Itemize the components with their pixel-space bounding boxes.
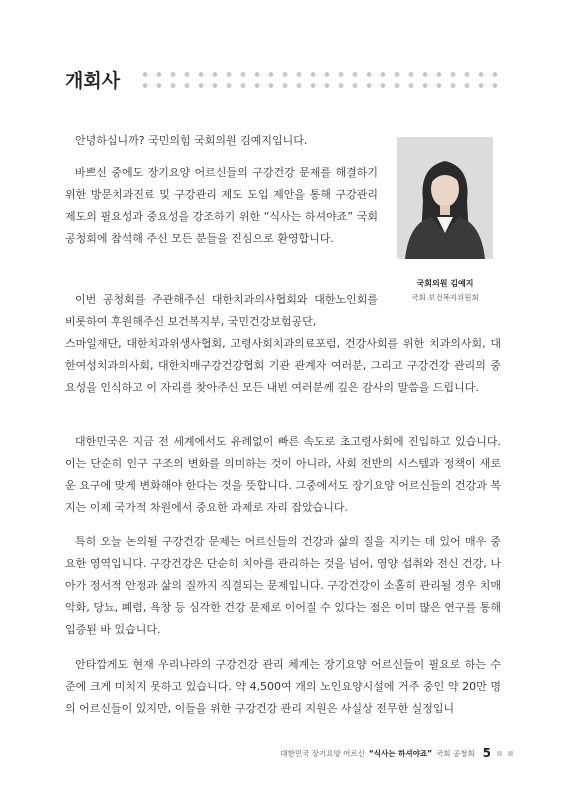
paragraph: 스마일재단, 대한치과위생사협회, 고령사회치과의료포럼, 건강사회를 위한 치과의사회, 대한여성치과의사회, 대한치매구강건강협회 기관 관계자 여러분, 그리고 구강건강 관리의 중요성을 인식하고 이 자리를 찾아주신 모든 내빈 여러분께 깊은 감사의 말씀을 드립니다. xyxy=(65,337,501,394)
footer-highlight: “식사는 하셔야죠” xyxy=(368,748,433,758)
paragraph: 특히 오늘 논의될 구강건강 문제는 어르신들의 건강과 삶의 질을 지키는 데 있어 매우 중요한 영역입니다. 구강건강은 단순히 치아를 관리하는 것을 넘어, 영양 섭취와 전신 건강, 나아가 정서적 안정과 삶의 질까지 직결되는 문제입니다. 구강건강이 소홀히 관리될 경우 치매 악화, 당뇨, 폐렴, 욕창 등 심각한 건강 문제로 이어질 수 있다는 점은 이미 많은 연구를 통해 입증된 바 있습니다. xyxy=(65,535,501,636)
footer-prefix: 대한민국 장기요양 어르신 xyxy=(280,748,365,758)
paragraph: 바쁘신 중에도 장기요양 어르신들의 구강건강 문제를 해결하기 위한 방문치과진료 및 구강관리 제도 도입 제안을 통해 구강관리 제도의 필요성과 중요성을 강조하기 위한 “식사는 하셔야죠” 국회 공청회에 참석해 주신 모든 분들을 진심으로 환영합니다. xyxy=(65,166,378,245)
portrait-photo xyxy=(397,137,493,259)
footer-suffix: 국회 공청회 xyxy=(436,748,475,758)
dot-pattern-decoration xyxy=(138,69,500,91)
paragraph: 안타깝게도 현재 우리나라의 구강건강 관리 체계는 장기요양 어르신들이 필요로 하는 수준에 크게 미치지 못하고 있습니다. 약 4,500여 개의 노인요양시설에 거주 중인 약 20만 명의 어르신들이 있지만, 이들을 위한 구강건강 관리 지원은 사실상 전무한 실정입니 xyxy=(65,658,501,715)
footer-square-decoration xyxy=(508,751,513,756)
page-title: 개회사 xyxy=(65,70,121,92)
page-footer xyxy=(280,746,513,760)
footer-square-decoration xyxy=(497,751,502,756)
photo-caption-role: 국회 보건복지위원회 xyxy=(411,293,479,302)
paragraph: 대한민국은 지금 전 세계에서도 유례없이 빠른 속도로 초고령사회에 진입하고 있습니다. 이는 단순히 인구 구조의 변화를 의미하는 것이 아니라, 사회 전반의 시스템과 정책이 새로운 요구에 맞게 변화해야 한다는 것을 뜻합니다. 그중에서도 장기요양 어르신들의 건강과 복지는 이제 국가적 차원에서 중요한 과제로 자리 잡았습니다. xyxy=(65,435,501,514)
photo-caption-name: 국회의원 김예지 xyxy=(416,279,474,288)
paragraph: 안녕하십니까? 국민의힘 국회의원 김예지입니다. xyxy=(75,134,308,147)
page-number: 5 xyxy=(482,746,491,760)
paragraph: 이번 공청회를 주관해주신 대한치과의사협회와 대한노인회를 비롯하여 후원해주신 보건복지부, 국민건강보험공단, xyxy=(65,293,378,328)
